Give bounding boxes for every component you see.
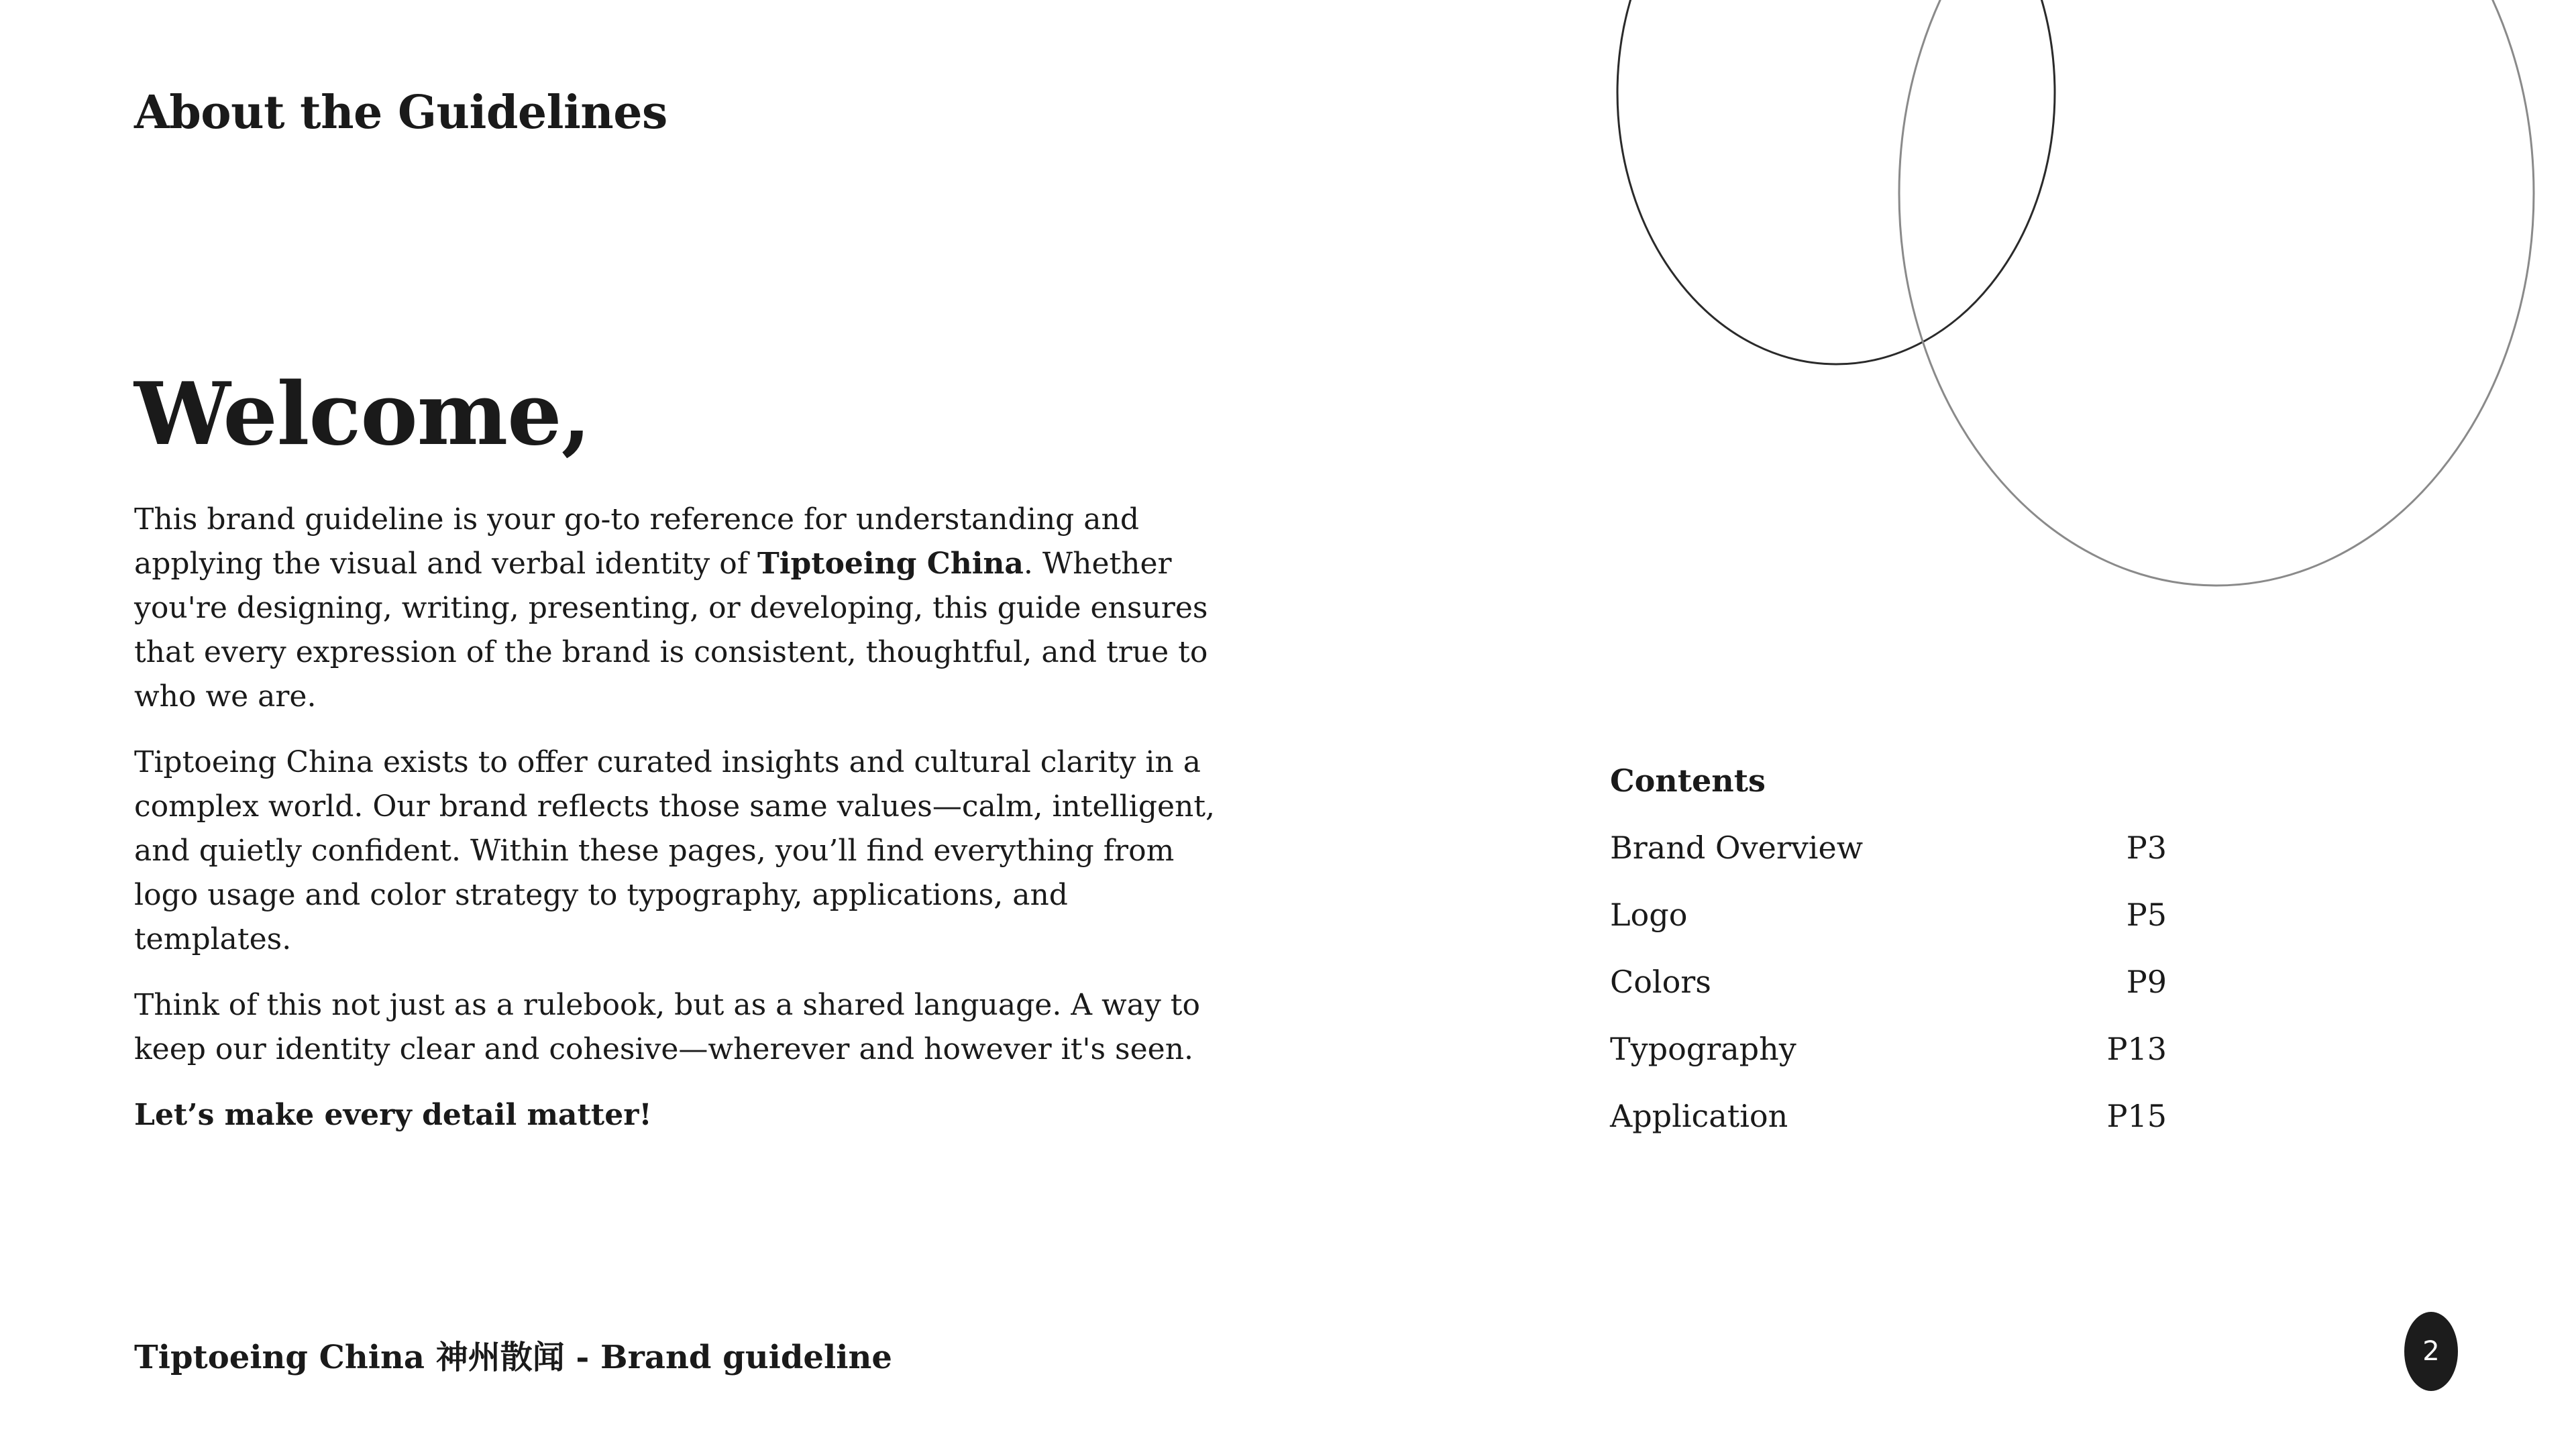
toc-item-application[interactable] [1610,1091,2167,1158]
intro-body [134,498,1234,1159]
ellipse-outline-light [1899,0,2534,586]
welcome-heading: Welcome, [134,364,591,465]
footer-brand-text: Tiptoeing China 神州散闻 - Brand guideline [134,1339,892,1376]
intro-paragraph-3: Think of this not just as a rulebook, but as a shared language. A way to keep our identity clear and cohesive—wherever and however it's seen. [134,988,1200,1066]
page-number-badge: 2 [2404,1312,2458,1391]
toc-item-label: Brand Overview [1610,830,1864,866]
contents-panel [1610,755,2167,1158]
toc-item-label: Typography [1610,1031,1796,1067]
toc-item-colors[interactable] [1610,956,2167,1023]
toc-item-page: P5 [2126,897,2167,933]
toc-item-typography[interactable] [1610,1023,2167,1091]
toc-item-page: P13 [2106,1031,2167,1067]
intro-paragraph-1 [134,498,1234,719]
section-title: About the Guidelines [134,86,667,140]
toc-item-label: Colors [1610,964,1711,1000]
closing-line: Let’s make every detail matter! [134,1098,652,1132]
intro-paragraph-1-lead: This brand guideline is your go-to reference for understanding and applying the visual and verbal identity of [134,502,1140,581]
toc-item-label: Logo [1610,897,1688,933]
toc-item-label: Application [1610,1098,1788,1134]
toc-item-page: P9 [2126,964,2167,1000]
toc-item-brand-overview[interactable] [1610,822,2167,889]
brand-name: Tiptoeing China [757,547,1024,581]
toc-item-page: P3 [2126,830,2167,866]
toc-item-logo[interactable] [1610,889,2167,956]
contents-title: Contents [1610,763,1766,799]
intro-paragraph-1-tail: . Whether you're designing, writing, presenting, or developing, this guide ensures that every expression of the brand is consistent, thoughtful, and true to who we are. [134,547,1208,714]
ellipse-outline-dark [1617,0,2055,364]
toc-item-page: P15 [2106,1098,2167,1134]
intro-paragraph-2: Tiptoeing China exists to offer curated insights and cultural clarity in a complex world. Our brand reflects those same values—calm, intelligent, and quietly confident. Within these pages, you’ll find everything from logo usage and color strategy to typography, applications, and templates. [134,745,1216,956]
